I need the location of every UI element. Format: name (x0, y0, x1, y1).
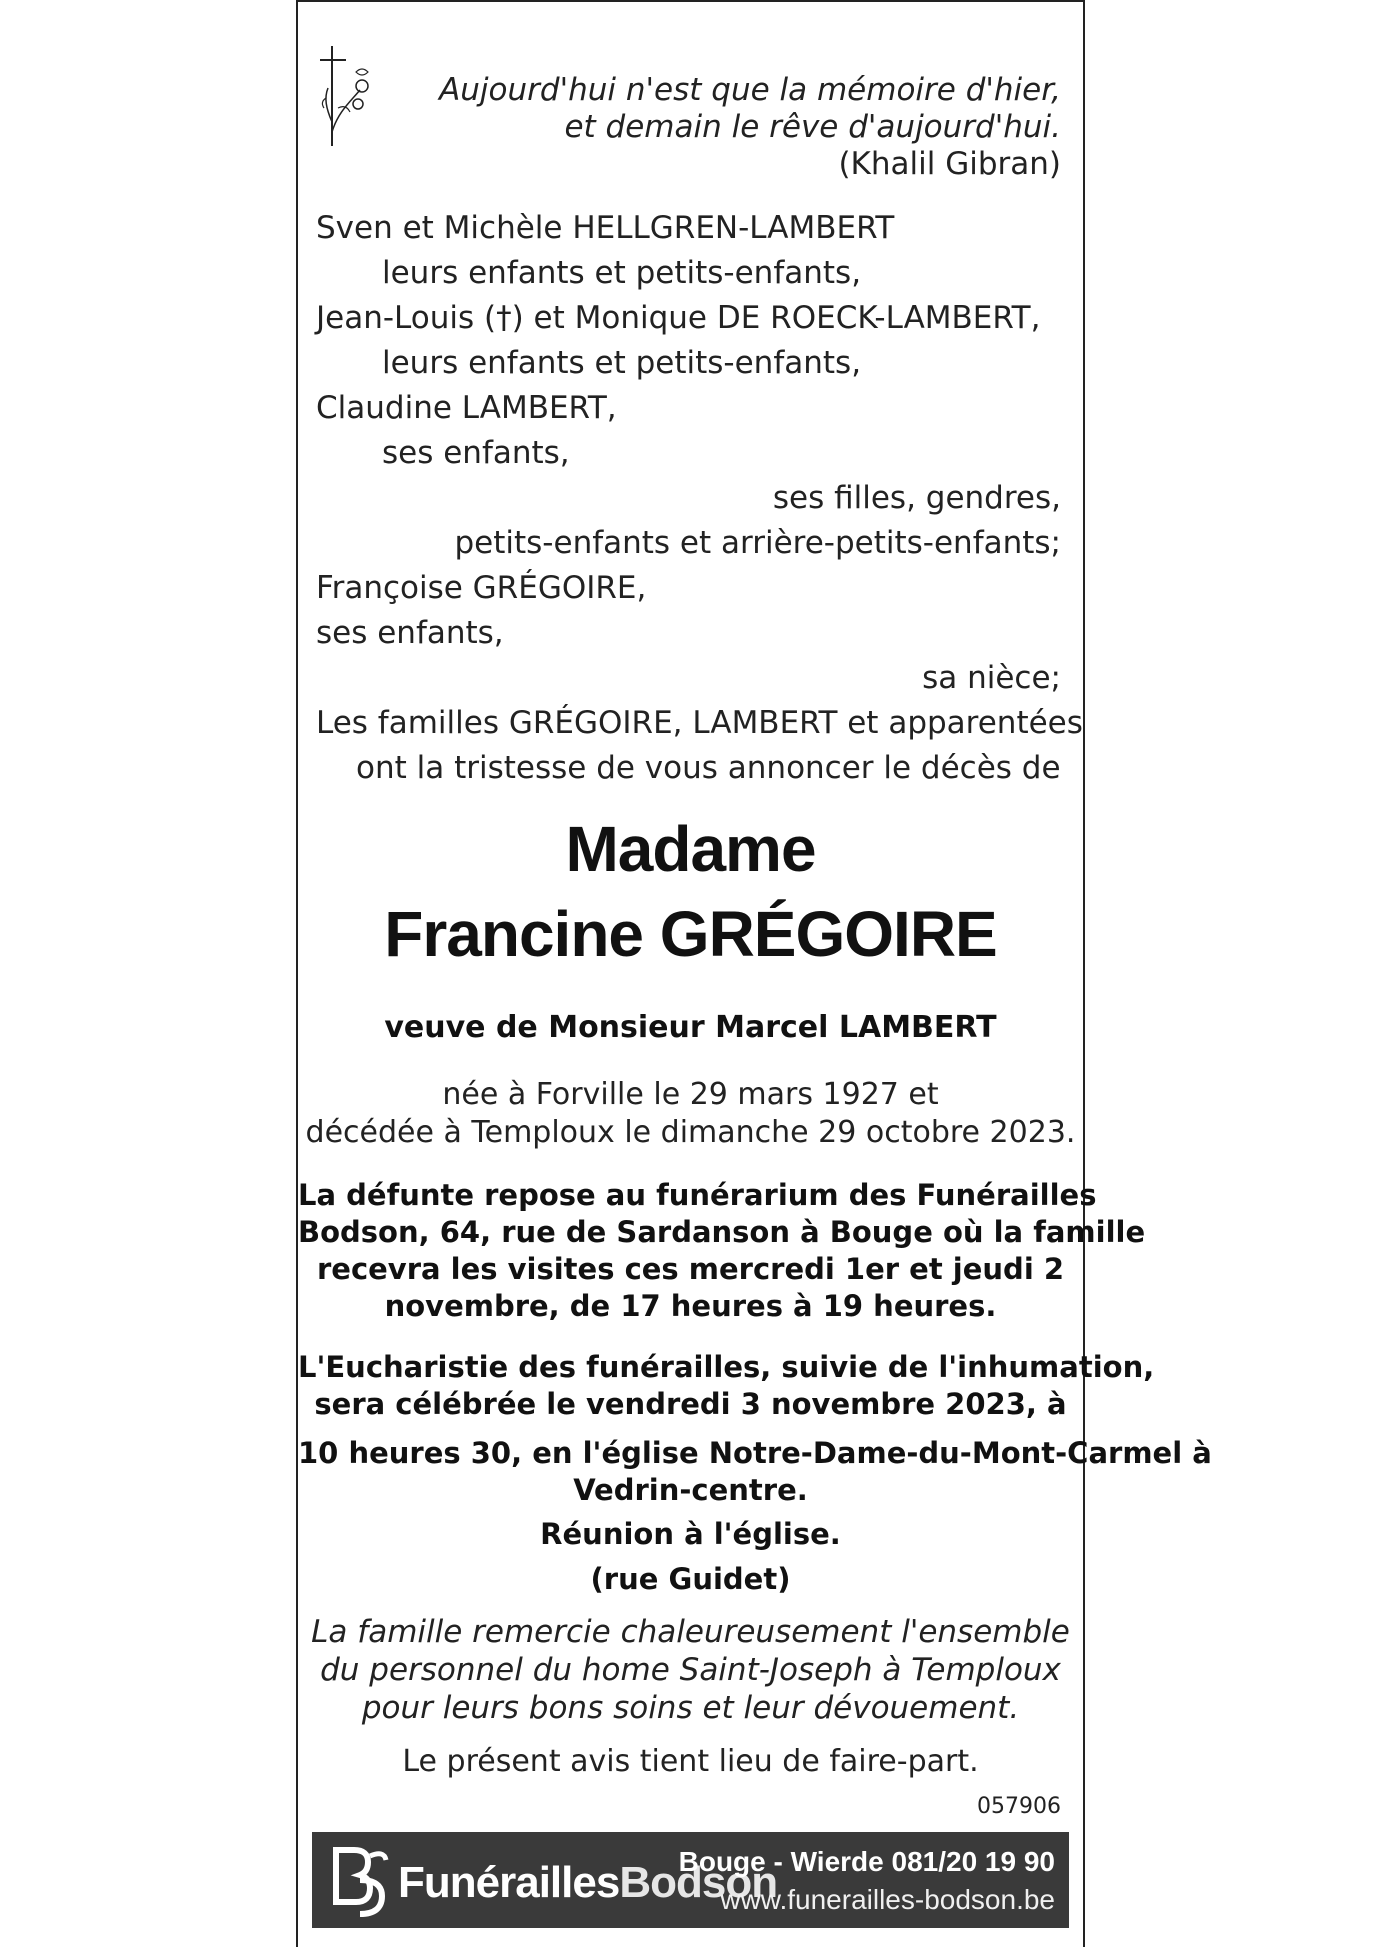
family-line: ses enfants, (316, 615, 504, 651)
website-link[interactable]: www.funerailles-bodson.be (720, 1884, 1055, 1915)
family-line: Sven et Michèle HELLGREN-LAMBERT (316, 210, 895, 246)
deceased-name: Francine GRÉGOIRE (384, 898, 997, 970)
visits-line: Bodson, 64, rue de Sardanson à Bouge où la famille (298, 1215, 1146, 1249)
announcement-line: ont la tristesse de vous annoncer le décès de (356, 750, 1061, 786)
visits-line: novembre, de 17 heures à 19 heures. (384, 1289, 997, 1323)
ceremony-line: sera célébrée le vendredi 3 novembre 2023, à (314, 1387, 1067, 1421)
bodson-logo-icon (330, 1840, 392, 1920)
widow-of: veuve de Monsieur Marcel LAMBERT (384, 1010, 997, 1045)
location-phone (679, 1846, 1055, 1878)
ceremony-line: L'Eucharistie des funérailles, suivie de l'inhumation, (298, 1350, 1155, 1384)
cross-with-flowers-icon (316, 42, 386, 152)
brand-part-b: Bodson (619, 1858, 778, 1907)
family-line: leurs enfants et petits-enfants, (382, 255, 862, 291)
reference-number: 057906 (977, 1794, 1061, 1819)
family-line: Jean-Louis (†) et Monique DE ROECK-LAMBERT, (316, 300, 1041, 336)
thanks-line: La famille remercie chaleureusement l'ensemble (311, 1614, 1070, 1650)
family-line: Françoise GRÉGOIRE, (316, 570, 647, 606)
family-line: Claudine LAMBERT, (316, 390, 617, 426)
visits-line: La défunte repose au funérarium des Funérailles (298, 1178, 1097, 1212)
obituary-notice (296, 0, 1212, 1947)
ceremony-line: Vedrin-centre. (573, 1473, 808, 1507)
quote-author: (Khalil Gibran) (838, 146, 1061, 182)
phone-number: 081/20 19 90 (891, 1846, 1055, 1877)
meeting-place: Réunion à l'église. (540, 1517, 841, 1551)
notice-text: Le présent avis tient lieu de faire-part. (402, 1744, 979, 1779)
family-line: petits-enfants et arrière-petits-enfants; (454, 525, 1061, 561)
visits-line: recevra les visites ces mercredi 1er et jeudi 2 (316, 1252, 1065, 1286)
street-name: (rue Guidet) (590, 1562, 791, 1596)
funeral-home-banner (312, 1832, 1069, 1928)
quote-line-2: et demain le rêve d'aujourd'hui. (564, 109, 1061, 145)
thanks-line: du personnel du home Saint-Joseph à Temploux (320, 1652, 1061, 1688)
family-line: ses enfants, (382, 435, 570, 471)
deceased-title: Madame (565, 813, 816, 885)
thanks-line: pour leurs bons soins et leur dévouement. (361, 1690, 1020, 1726)
family-line: ses filles, gendres, (772, 480, 1061, 516)
quote-line-1: Aujourd'hui n'est que la mémoire d'hier, (439, 72, 1061, 108)
family-line: sa nièce; (922, 660, 1061, 696)
family-line: Les familles GRÉGOIRE, LAMBERT et apparentées (316, 705, 1083, 741)
ceremony-line: 10 heures 30, en l'église Notre-Dame-du-Mont-Carmel à (298, 1436, 1212, 1470)
family-line: leurs enfants et petits-enfants, (382, 345, 862, 381)
death-info: décédée à Temploux le dimanche 29 octobre 2023. (305, 1115, 1076, 1150)
locations: Bouge - Wierde (678, 1846, 884, 1877)
brand-part-a: Funérailles (398, 1858, 620, 1907)
birth-info: née à Forville le 29 mars 1927 et (442, 1077, 939, 1112)
